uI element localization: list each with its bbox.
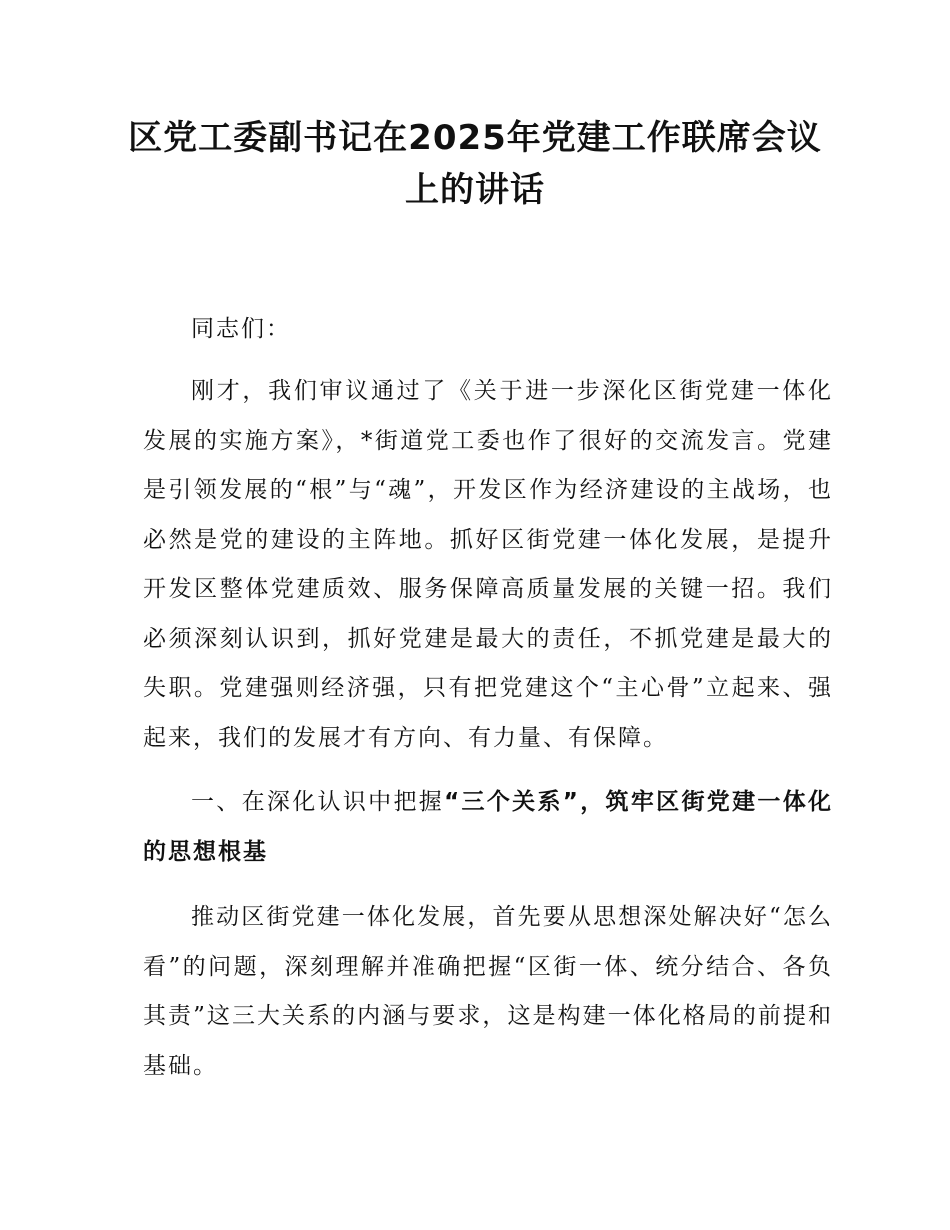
section-heading-1 xyxy=(143,778,833,877)
paragraph-1: 刚才，我们审议通过了《关于进一步深化区街党建一体化发展的实施方案》，*街道党工委也作了很好的交流发言。党建是引领发展的“根”与“魂”，开发区作为经济建设的主战场，也必然是党的建设的主阵地。抓好区街党建一体化发展，是提升开发区整体党建质效、服务保障高质量发展的关键一招。我们必须深刻认识到，抓好党建是最大的责任，不抓党建是最大的失职。党建强则经济强，只有把党建这个“主心骨”立起来、强起来，我们的发展才有方向、有力量、有保障。 xyxy=(143,378,833,751)
section-heading-1-bold: “三个关系”，筑牢区街党建一体化的思想根基 xyxy=(143,789,834,865)
paragraph-2: 推动区街党建一体化发展，首先要从思想深处解决好“怎么看”的问题，深刻理解并准确把握“区街一体、统分结合、各负其责”这三大关系的内涵与要求，这是构建一体化格局的前提和基础。 xyxy=(143,904,833,1079)
section-heading-1-prefix: 一、在深化认识中把握 xyxy=(191,789,445,815)
title-line-1: 区党工委副书记在2025年党建工作联席会议 xyxy=(128,118,822,158)
title-line-2: 上的讲话 xyxy=(405,170,545,210)
document-title xyxy=(120,112,830,216)
salutation: 同志们： xyxy=(191,316,291,342)
